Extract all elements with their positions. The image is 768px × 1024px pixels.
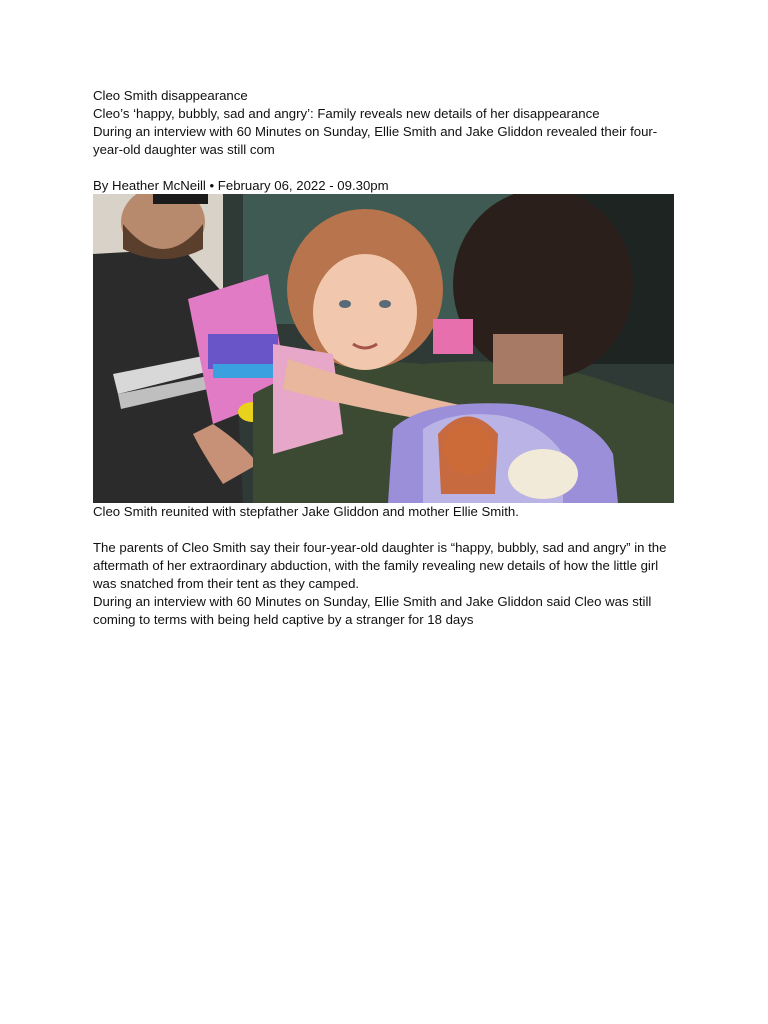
article-photo	[93, 194, 674, 503]
standfirst: During an interview with 60 Minutes on Sunday, Ellie Smith and Jake Gliddon revealed their four-year-old daughter was still com	[93, 124, 658, 157]
body-paragraph: During an interview with 60 Minutes on Sunday, Ellie Smith and Jake Gliddon said Cleo was still coming to terms with being held captive by a stranger for 18 days	[93, 594, 652, 627]
photo-pink-toy	[433, 319, 473, 354]
photo-girl-eye-right	[379, 300, 391, 308]
photo-girl-eye-left	[339, 300, 351, 308]
photo-caption-text: Cleo Smith reunited with stepfather Jake Gliddon and mother Ellie Smith.	[93, 504, 519, 519]
photo-toy-blue	[213, 364, 273, 378]
section-title: Cleo Smith disappearance	[93, 88, 248, 103]
byline	[93, 177, 683, 195]
photo-toy-purple	[208, 334, 278, 369]
body-paragraph: The parents of Cleo Smith say their four-year-old daughter is “happy, bubbly, sad and angry” in the aftermath of her extraordinary abduction, with the family revealing new details of how the little girl was snatched from their tent as they camped.	[93, 540, 667, 591]
photo-illustration	[93, 194, 674, 503]
photo-mother-neck	[493, 334, 563, 384]
photo-man-sunglasses	[153, 194, 208, 204]
photo-backpack-character-2	[508, 449, 578, 499]
article-header	[93, 87, 683, 159]
headline: Cleo’s ‘happy, bubbly, sad and angry’: Family reveals new details of her disappearance	[93, 106, 600, 121]
article-body	[93, 539, 683, 629]
photo-caption	[93, 503, 683, 521]
photo-backpack-character-hair	[438, 417, 498, 495]
photo-girl-face	[313, 254, 417, 370]
byline-text: By Heather McNeill • February 06, 2022 - 09.30pm	[93, 178, 389, 193]
